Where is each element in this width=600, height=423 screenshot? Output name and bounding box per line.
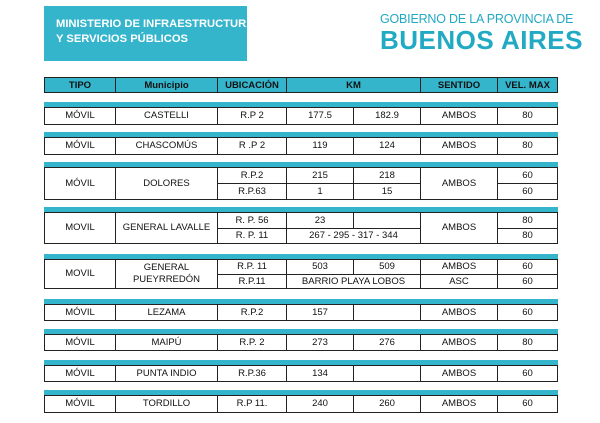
column-header-km: KM: [286, 77, 421, 93]
km-to-cell: [353, 304, 421, 321]
km-from-cell: 23: [286, 212, 354, 229]
km-span-cell: 267 - 295 - 317 - 344: [286, 228, 421, 244]
sentido-cell: AMBOS: [420, 107, 498, 125]
municipio-line-1: GENERAL: [143, 262, 190, 273]
tipo-cell: MÓVIL: [44, 137, 116, 155]
vel-max-cell: 60: [497, 259, 558, 275]
km-to-cell: [353, 365, 421, 382]
sentido-cell: AMBOS: [420, 167, 498, 200]
ministry-line-1: MINISTERIO DE INFRAESTRUCTURA: [56, 18, 255, 30]
ubicacion-cell: R.P.11: [217, 274, 287, 289]
vel-max-cell: 60: [497, 274, 558, 289]
tipo-cell: MÓVIL: [44, 304, 116, 321]
km-to-cell: 218: [353, 167, 421, 184]
ministry-logo: [44, 6, 255, 61]
km-to-cell: [353, 212, 421, 229]
km-to-cell: 124: [353, 137, 421, 155]
municipio-cell: GENERAL LAVALLE: [115, 212, 218, 244]
tipo-cell: MÓVIL: [44, 365, 116, 382]
sentido-cell: AMBOS: [420, 395, 498, 413]
table-group-general-lavalle: [44, 212, 558, 244]
government-line-1: GOBIERNO DE LA PROVINCIA DE: [380, 12, 574, 26]
table-group-dolores: [44, 167, 558, 200]
km-from-cell: 177.5: [286, 107, 354, 125]
vel-max-cell: 80: [497, 334, 558, 351]
tipo-cell: MÓVIL: [44, 167, 116, 200]
municipio-cell: PUNTA INDIO: [115, 365, 218, 382]
km-to-cell: 509: [353, 259, 421, 275]
ministry-line-2: Y SERVICIOS PÚBLICOS: [56, 33, 189, 45]
municipio-line-2: PUEYRREDÓN: [132, 274, 201, 285]
table-group-punta-indio: [44, 365, 558, 382]
km-from-cell: 273: [286, 334, 354, 351]
vel-max-cell: 80: [497, 212, 558, 229]
table-group-lezama: [44, 304, 558, 321]
km-from-cell: 134: [286, 365, 354, 382]
municipio-cell: DOLORES: [115, 167, 218, 200]
sentido-cell: AMBOS: [420, 212, 498, 244]
tipo-cell: MOVIL: [44, 259, 116, 289]
sentido-cell: AMBOS: [420, 334, 498, 351]
municipio-cell: MAIPÚ: [115, 334, 218, 351]
vel-max-cell: 60: [497, 183, 558, 200]
column-header-ubicacion: UBICACIÓN: [217, 77, 287, 93]
municipio-cell: TORDILLO: [115, 395, 218, 413]
vel-max-cell: 80: [497, 228, 558, 244]
vel-max-cell: 60: [497, 304, 558, 321]
ubicacion-cell: R.P.36: [217, 365, 287, 382]
municipio-cell: LEZAMA: [115, 304, 218, 321]
ubicacion-cell: R.P.2: [217, 167, 287, 184]
government-logo: [380, 12, 583, 55]
table-group-maipu: [44, 334, 558, 351]
municipio-cell: CHASCOMÚS: [115, 137, 218, 155]
tipo-cell: MÓVIL: [44, 107, 116, 125]
column-header-vel-max: VEL. MAX: [497, 77, 558, 93]
table-group-general-pueyrredon: [44, 259, 558, 289]
km-to-cell: 182.9: [353, 107, 421, 125]
municipio-cell: CASTELLI: [115, 107, 218, 125]
government-line-2: BUENOS AIRES: [380, 25, 583, 55]
sentido-cell: AMBOS: [420, 259, 498, 275]
vel-max-cell: 80: [497, 107, 558, 125]
sentido-cell: AMBOS: [420, 365, 498, 382]
ubicacion-cell: R.P. 2: [217, 334, 287, 351]
ubicacion-cell: R. P. 56: [217, 212, 287, 229]
vel-max-cell: 60: [497, 365, 558, 382]
ubicacion-cell: R.P.2: [217, 304, 287, 321]
km-to-cell: 15: [353, 183, 421, 200]
sentido-cell: AMBOS: [420, 137, 498, 155]
tipo-cell: MÓVIL: [44, 395, 116, 413]
ubicacion-cell: R.P.63: [217, 183, 287, 200]
vel-max-cell: 80: [497, 137, 558, 155]
km-span-cell: BARRIO PLAYA LOBOS: [286, 274, 421, 289]
km-from-cell: 157: [286, 304, 354, 321]
km-from-cell: 1: [286, 183, 354, 200]
ubicacion-cell: R .P 2: [217, 137, 287, 155]
sentido-cell: AMBOS: [420, 304, 498, 321]
table-header: [44, 77, 558, 93]
column-header-municipio: Municipio: [115, 77, 218, 93]
ubicacion-cell: R.P 2: [217, 107, 287, 125]
km-to-cell: 276: [353, 334, 421, 351]
ubicacion-cell: R.P 11.: [217, 395, 287, 413]
table-group-chascomus: [44, 137, 558, 155]
km-from-cell: 119: [286, 137, 354, 155]
km-from-cell: 215: [286, 167, 354, 184]
table-group-castelli: [44, 107, 558, 125]
tipo-cell: MOVIL: [44, 212, 116, 244]
km-to-cell: 260: [353, 395, 421, 413]
column-header-tipo: TIPO: [44, 77, 116, 93]
municipio-cell: [115, 259, 218, 289]
sentido-cell: ASC: [420, 274, 498, 289]
km-from-cell: 503: [286, 259, 354, 275]
vel-max-cell: 60: [497, 167, 558, 184]
column-header-sentido: SENTIDO: [420, 77, 498, 93]
vel-max-cell: 60: [497, 395, 558, 413]
table-group-tordillo: [44, 395, 558, 413]
tipo-cell: MÓVIL: [44, 334, 116, 351]
ubicacion-cell: R. P. 11: [217, 228, 287, 244]
ubicacion-cell: R.P. 11: [217, 259, 287, 275]
km-from-cell: 240: [286, 395, 354, 413]
